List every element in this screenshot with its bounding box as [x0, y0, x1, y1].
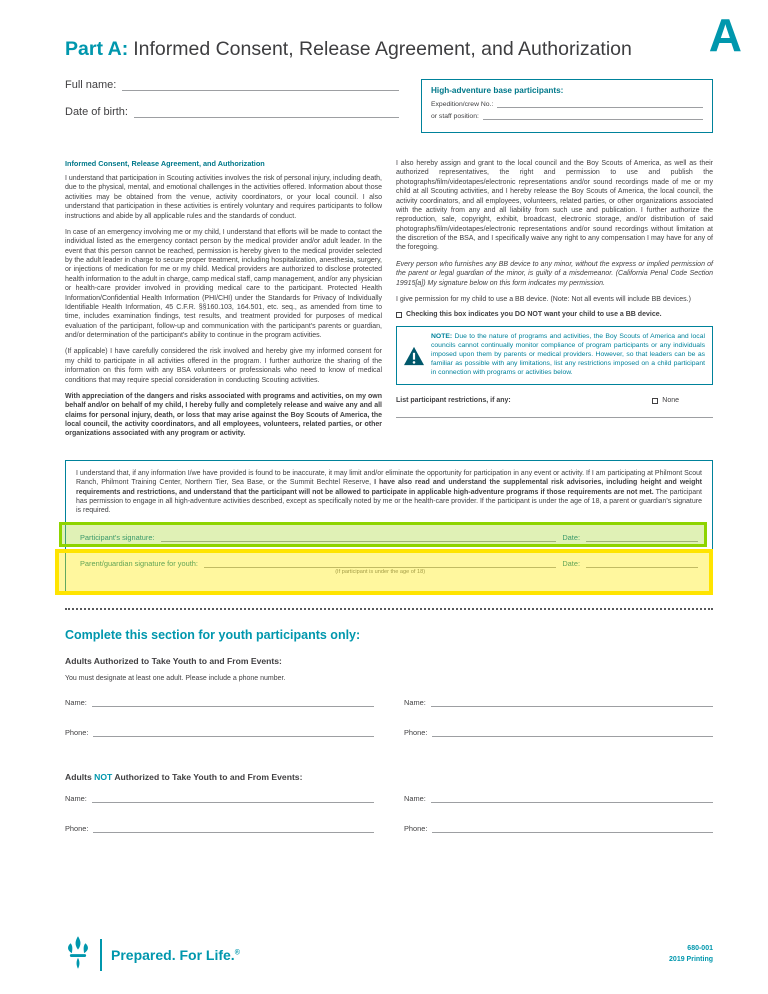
brand-tagline: [111, 947, 240, 963]
bb-device-law-paragraph: Every person who furnishes any BB device to any minor, without the express or implied permission of the parent or legal guardian of the minor, is guilty of a misdemeanor. (California Penal Code Section 19915[a]) My signature below on this form indicates my permission.: [396, 260, 713, 287]
part-label: Part A:: [65, 38, 129, 60]
not-authorized-phone-line-2[interactable]: [432, 824, 713, 833]
dob-field: [65, 106, 399, 118]
participant-date-label: Date:: [562, 532, 580, 542]
note-body: Due to the nature of programs and activities, the Boy Scouts of America and local councils cannot continually monitor compliance of program participants or any individuals imposed upon them by parents or medical providers. However, so that leaders can be as familiar as possible with any limitations, list any restrictions imposed on a child participant in connection with programs or activities below.: [431, 333, 705, 377]
expedition-input-line[interactable]: [497, 100, 703, 108]
authorized-phone-line-1[interactable]: [93, 728, 374, 737]
consent-paragraph-3: (If applicable) I have carefully considered the risk involved and hereby give my informed consent for my child to participate in all activities offered in the program. I further authorize the sharing of the information on this form with any BSA volunteers or professionals who need to know of medical conditions that may require special consideration in conducting Scouting activities.: [65, 348, 382, 384]
bsa-brand: [65, 936, 240, 974]
not-authorized-phone-field-2: [404, 824, 713, 833]
not-authorized-pre: Adults: [65, 771, 95, 782]
identity-fields: [65, 79, 421, 133]
name-label: Name:: [65, 697, 87, 707]
authorized-name-line-2[interactable]: [431, 698, 713, 707]
parent-date-line[interactable]: [586, 558, 698, 568]
authorized-phone-field-1: [65, 728, 374, 737]
staff-position-field: [431, 112, 703, 120]
authorized-name-field-2: [404, 698, 713, 707]
ack-part-3: The participant has permission to engage in all high-adventure activities described, except as specifically noted by me or the health-care provider. If the participant is under the age of 18, a parent or guardian's signature is required.: [76, 488, 703, 515]
restrictions-note-box: [396, 326, 713, 385]
media-release-paragraph: I also hereby assign and grant to the local council and the Boy Scouts of America, as well as their authorized representatives, the right and permission to use and publish the photographs/film/videotapes/electronic representations and/or sound recordings made of me or my child at all Scouting activities, and I hereby release the Boy Scouts of America, the local council, the activity coordinators, and all employees, volunteers, related parties, or other organizations associated with the activity from any and all liability from such use and publication. I further authorize the reproduction, sale, copyright, exhibit, broadcast, electronic storage, and/or distribution of said photographs/film/videotapes/electronic representations and/or sound recordings without limitation at the discretion of the BSA, and I specifically waive any right to any compensation I may have for any of the foregoing.: [396, 160, 713, 252]
youth-section-heading: Complete this section for youth participants only:: [65, 627, 361, 642]
under-18-note: (If participant is under the age of 18): [335, 568, 426, 575]
bb-optout-checkbox[interactable]: [396, 312, 402, 318]
consent-paragraph-1: I understand that participation in Scouting activities involves the risk of personal injury, including death, due to the physical, mental, and emotional challenges in the activities offered. Information about those activities may be obtained from the venue, activity coordinators, or your local council. I also understand that participation in these activities is entirely voluntary and requires participants to follow instructions and abide by all applicable rules and the standards of conduct.: [65, 175, 382, 220]
phone-label: Phone:: [404, 823, 428, 833]
brand-divider: [100, 939, 102, 971]
expedition-field: [431, 100, 703, 108]
printing-year: 2019 Printing: [669, 956, 713, 963]
form-number: 680-001: [687, 945, 713, 953]
phone-label: Phone:: [65, 727, 89, 737]
authorized-name-line-1[interactable]: [92, 698, 374, 707]
restrictions-row: [396, 397, 713, 404]
dob-input-line[interactable]: [134, 107, 399, 118]
participant-signature-row: [76, 526, 702, 546]
not-authorized-not-word: NOT: [94, 771, 113, 782]
ack-part-2-bold: I have also read and understand the supplemental risk advisories, including height and weight requirements and restrictions, and understand that the participant will not be allowed to participate in applicable high-adventure programs if those requirements are not met.: [76, 479, 702, 496]
parent-signature-line-stack: [204, 558, 556, 575]
consent-heading: Informed Consent, Release Agreement, and Authorization: [65, 159, 265, 168]
none-checkbox[interactable]: [652, 398, 658, 404]
parent-date-label: Date:: [562, 558, 580, 568]
authorized-adults-note: You must designate at least one adult. Please include a phone number.: [65, 674, 286, 682]
form-meta: [669, 944, 713, 966]
participant-date-line[interactable]: [586, 532, 698, 542]
staff-position-label: or staff position:: [431, 113, 479, 120]
not-authorized-name-line-1[interactable]: [92, 794, 374, 803]
dotted-separator: [65, 608, 713, 610]
not-authorized-name-field-1: [65, 794, 374, 803]
bb-optout-row: [396, 311, 713, 318]
participant-signature-line[interactable]: [161, 532, 557, 542]
not-authorized-name-field-2: [404, 794, 713, 803]
high-adventure-box: [421, 79, 713, 133]
page-footer: [65, 936, 713, 974]
full-name-input-line[interactable]: [122, 80, 399, 91]
tagline-text: Prepared. For Life.: [111, 947, 235, 963]
restrictions-label: List participant restrictions, if any:: [396, 397, 511, 405]
warning-icon: [397, 327, 431, 384]
authorized-name-field-1: [65, 698, 374, 707]
page-title: [65, 38, 713, 61]
expedition-label: Expedition/crew No.:: [431, 101, 494, 108]
restrictions-note-text: [431, 327, 712, 384]
restrictions-input-line[interactable]: [396, 404, 713, 418]
authorized-adults-grid: [65, 698, 713, 758]
phone-label: Phone:: [404, 727, 428, 737]
not-authorized-adults-heading: [65, 772, 713, 782]
bb-optout-label: Checking this box indicates you DO NOT want your child to use a BB device.: [406, 311, 662, 319]
release-waiver-paragraph: With appreciation of the dangers and risks associated with programs and activities, on my own behalf and/or on behalf of my child, I hereby fully and completely release and waive any and all claims for personal injury, death, or loss that may arise against the Boy Scouts of America, the local council, the activity coordinators, and all employees, volunteers, related parties, or other organizations associated with any program or activity.: [65, 392, 382, 438]
not-authorized-name-line-2[interactable]: [431, 794, 713, 803]
signature-box: [65, 460, 713, 592]
bb-permission-paragraph: I give permission for my child to use a BB device. (Note: Not all events will include BB devices.): [396, 295, 691, 303]
phone-label: Phone:: [65, 823, 89, 833]
high-adventure-acknowledgement: [76, 469, 702, 516]
full-name-field: [65, 79, 399, 91]
section-letter: A: [708, 9, 742, 61]
authorized-phone-field-2: [404, 728, 713, 737]
authorized-adults-heading: Adults Authorized to Take Youth to and From Events:: [65, 655, 282, 666]
top-fields-area: [65, 79, 713, 133]
name-label: Name:: [404, 697, 426, 707]
full-name-label: Full name:: [65, 79, 117, 91]
fleur-de-lis-icon: [65, 936, 91, 974]
title-text: Informed Consent, Release Agreement, and Authorization: [133, 38, 632, 60]
parent-signature-row: [76, 552, 702, 581]
none-label: None: [662, 397, 679, 405]
ack-part-1: I understand that, if any information I/we have provided is found to be inaccurate, it may limit and/or eliminate the opportunity for participation in any event or activity. If I am participating at Philmont Scout Ranch, Philmont Training Center, Northern Tier, Sea Base, or the Summit Bechtel Reserve,: [76, 469, 702, 487]
right-column: [396, 159, 713, 446]
name-label: Name:: [65, 793, 87, 803]
not-authorized-phone-field-1: [65, 824, 374, 833]
none-option: [652, 397, 679, 404]
staff-position-input-line[interactable]: [483, 112, 703, 120]
youth-section: [65, 628, 713, 854]
participant-signature-label: Participant's signature:: [80, 532, 155, 542]
parent-signature-line[interactable]: [204, 558, 556, 568]
left-column: [65, 159, 382, 446]
consent-paragraph-2: In case of an emergency involving me or my child, I understand that efforts will be made to contact the individual listed as the emergency contact person by the medical provider and/or adult leader. In the event that this person cannot be reached, permission is hereby given to the medical provider selected by the adult leader in charge to secure proper treatment, including hospitalization, anesthesia, surgery, or injections of medication for me or my child. Medical providers are authorized to disclose protected health information to the adult in charge, camp medical staff, camp management, and/or any physician or health-care provider involved in providing medical care to the participant. Protected Health Information/Confidential Health Information (PHI/CHI) under the Standards for Privacy of Individually Identifiable Health Information, 45 C.F.R. §§160.103, 164.501, etc. seq., as amended from time to time, includes examination findings, test results, and treatment provided for purposes of medical evaluation of the participant, follow-up and communication with the participant's parents or guardian, and/or determination of the participant's ability to continue in the program activities.: [65, 228, 382, 339]
note-label: NOTE:: [431, 333, 453, 341]
dob-label: Date of birth:: [65, 106, 128, 118]
high-adventure-title: High-adventure base participants:: [431, 86, 564, 95]
not-authorized-phone-line-1[interactable]: [93, 824, 374, 833]
authorized-phone-line-2[interactable]: [432, 728, 713, 737]
not-authorized-adults-grid: [65, 794, 713, 854]
parent-signature-label: Parent/guardian signature for youth:: [80, 558, 198, 568]
name-label: Name:: [404, 793, 426, 803]
body-columns: [65, 159, 713, 446]
not-authorized-post: Authorized to Take Youth to and From Events:: [112, 771, 303, 782]
registered-mark: ®: [234, 949, 240, 957]
